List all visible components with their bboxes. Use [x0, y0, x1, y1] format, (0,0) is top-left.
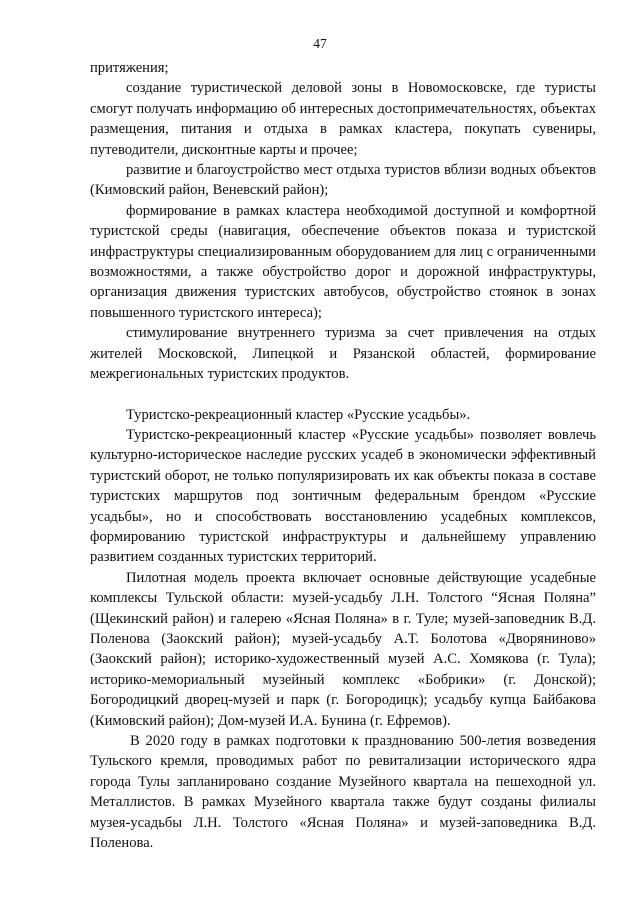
paragraph-9: В 2020 году в рамках подготовки к празднованию 500-летия возведения Тульского кремля, проводимых работ по ревитализации исторического ядра города Тулы запланировано создание Музейного квартала на пешеходной ул. Металлистов. В рамках Музейного квартала также будут созданы филиалы музея-усадьбы Л.Н. Толстого «Ясная Поляна» и музей-заповедника В.Д. Поленова.: [90, 733, 596, 852]
page-number: 47: [313, 36, 327, 51]
section-heading: Туристско-рекреационный кластер «Русские усадьбы».: [126, 406, 471, 423]
paragraph-8: Пилотная модель проекта включает основные действующие усадебные комплексы Тульской области: музей-усадьбу Л.Н. Толстого “Ясная Поляна” (Щекинский район) и галерею «Ясная Поляна» в г. Туле; музей-заповедник В.Д. Поленова (Заокский район); музей-усадьбу А.Т. Болотова «Дворяниново» (Заокский район); историко-художественный музей А.С. Хомякова (г. Тула); историко-мемориальный музейный комплекс «Бобрики» (г. Донской); Богородицкий дворец-музей и парк (г. Богородицк); усадьбу купца Байбакова (Кимовский район); Дом-музей И.А. Бунина (г. Ефремов).: [90, 569, 596, 729]
paragraph-5: стимулирование внутреннего туризма за счет привлечения на отдых жителей Московской, Липецкой и Рязанской областей, формирование межрегиональных туристских продуктов.: [90, 325, 596, 383]
paragraph-2: создание туристической деловой зоны в Новомосковске, где туристы смогут получать информацию об интересных достопримечательностях, объектах размещения, питания и отдыха в рамках кластера, покупать сувениры, путеводители, дисконтные карты и прочее;: [90, 80, 596, 158]
paragraph-1: притяжения;: [90, 60, 169, 76]
paragraph-7: Туристско-рекреационный кластер «Русские усадьбы» позволяет вовлечь культурно-историческое наследие русских усадеб в экономически эффективный туристский оборот, не только популяризировать их как объекты показа в составе туристских маршрутов под зонтичным федеральным брендом «Русские усадьбы», но и способствовать восстановлению усадебных комплексов, формированию туристской инфраструктуры и дальнейшему управлению развитием созданных туристских территорий.: [90, 426, 596, 566]
paragraph-3: развитие и благоустройство мест отдыха туристов вблизи водных объектов (Кимовский район, Веневский район);: [90, 162, 596, 199]
document-body: [90, 58, 596, 853]
paragraph-4: формирование в рамках кластера необходимой доступной и комфортной туристской среды (навигация, обеспечение объектов показа и туристской инфраструктуры специализированным оборудованием для лиц с ограниченными возможностями, а также обустройство дорог и дорожной инфраструктуры, организация движения туристских автобусов, обустройство стоянок в зонах повышенного туристского интереса);: [90, 202, 596, 321]
